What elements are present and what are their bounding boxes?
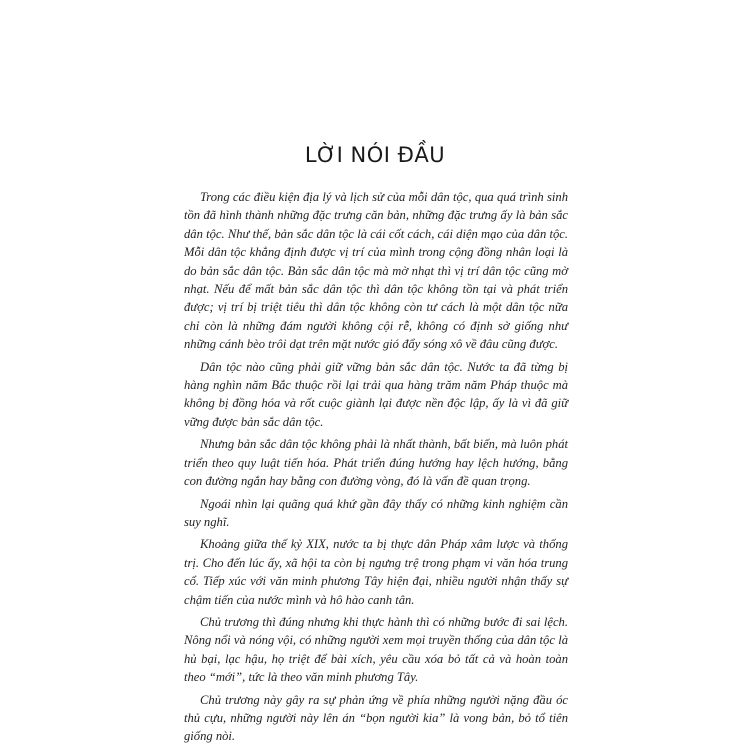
paragraph-7: Chủ trương này gây ra sự phản ứng về phía những người nặng đầu óc thủ cựu, những người này lên án “bọn người kia” là vong bản, bỏ tổ tiên giống nòi.	[184, 692, 568, 744]
body-text	[184, 188, 568, 750]
paragraph-1: Trong các điều kiện địa lý và lịch sử của mỗi dân tộc, qua quá trình sinh tồn đã hình thành những đặc trưng căn bản, những đặc trưng ấy là bản sắc dân tộc. Như thế, bản sắc dân tộc là cái cốt cách, cái diện mạo của dân tộc. Mỗi dân tộc khẳng định được vị trí của mình trong cộng đồng nhân loại là do bản sắc dân tộc. Bản sắc dân tộc mà mờ nhạt thì vị trí dân tộc cũng mờ nhạt. Nếu để mất bản sắc dân tộc thì dân tộc không tồn tại và phát triển được; vị trí bị triệt tiêu thì dân tộc không còn tư cách là một dân tộc nữa chỉ còn là những đám người không cội rễ, không có định sở giống như những cánh bèo trôi dạt trên mặt nước gió đẩy sóng xô về đâu cũng được.	[184, 190, 568, 352]
paragraph-2: Dân tộc nào cũng phải giữ vững bản sắc dân tộc. Nước ta đã từng bị hàng nghìn năm Bắc thuộc rồi lại trải qua hàng trăm năm Pháp thuộc mà không bị đồng hóa và rốt cuộc giành lại được nền độc lập, ấy là vì đã giữ vững được bản sắc dân tộc.	[184, 359, 568, 429]
paragraph-5: Khoảng giữa thế kỷ XIX, nước ta bị thực dân Pháp xâm lược và thống trị. Cho đến lúc ấy, xã hội ta còn bị ngưng trệ trong phạm vi văn hóa trung cổ. Tiếp xúc với văn minh phương Tây hiện đại, nhiều người nhận thấy sự chậm tiến của nước mình và hô hào canh tân.	[184, 537, 568, 607]
paragraph-6: Chủ trương thì đúng nhưng khi thực hành thì có những bước đi sai lệch. Nông nổi và nóng vội, có những người xem mọi truyền thống của dân tộc là hủ bại, lạc hậu, họ triệt để bài xích, yêu cầu xóa bỏ tất cả và hoàn toàn theo “mới”, tức là theo văn minh phương Tây.	[184, 614, 568, 685]
paragraph-3: Nhưng bản sắc dân tộc không phải là nhất thành, bất biến, mà luôn phát triển theo quy luật tiến hóa. Phát triển đúng hướng hay lệch hướng, bằng con đường ngắn hay bằng con đường vòng, đó là vấn đề quan trọng.	[184, 437, 568, 489]
paragraph-4: Ngoái nhìn lại quãng quá khứ gần đây thấy có những kinh nghiệm cần suy nghĩ.	[184, 496, 568, 529]
page-title: LỜI NÓI ĐẦU	[304, 143, 446, 167]
